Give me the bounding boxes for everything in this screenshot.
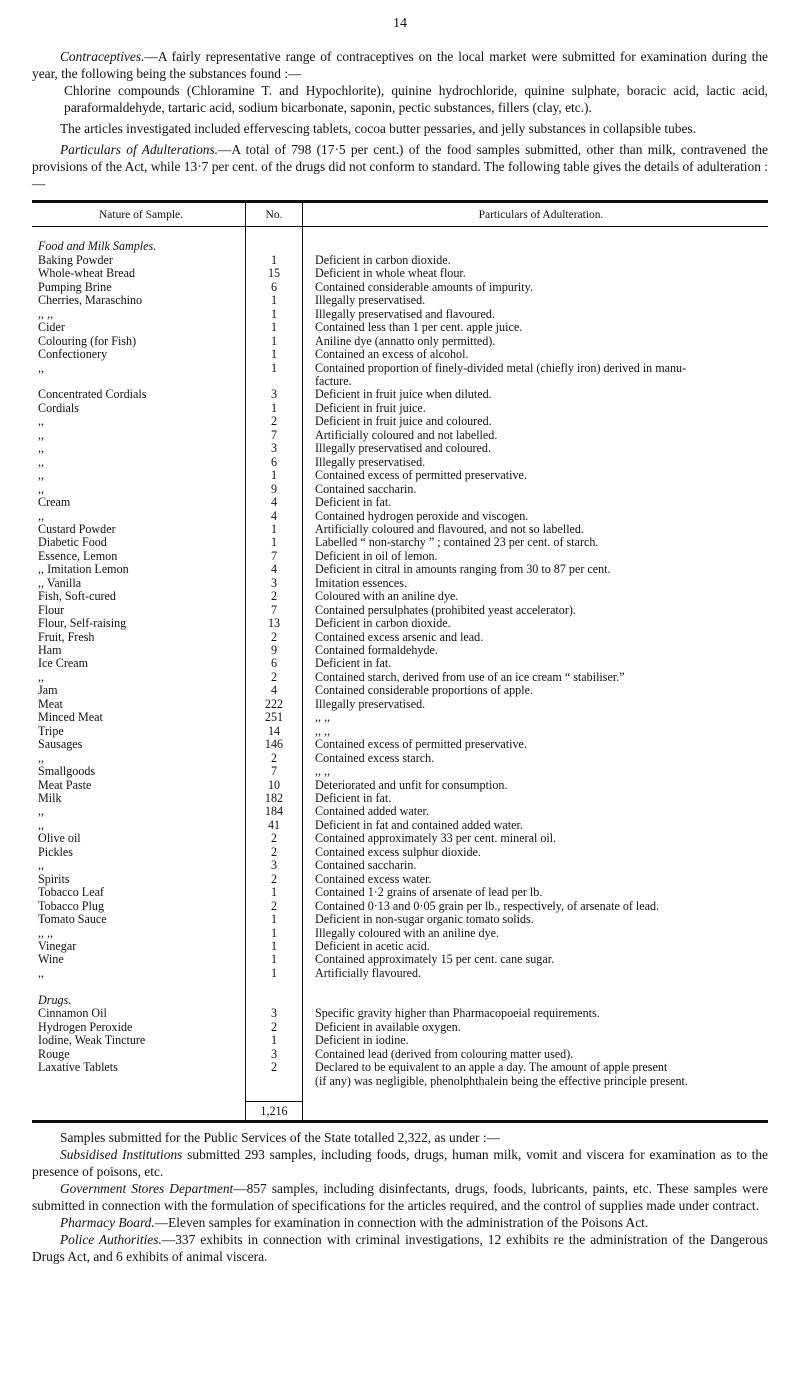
sample-count: 3 [246,442,303,455]
table-row [32,1048,768,1061]
public-services-summary: Samples submitted for the Public Services of the State totalled 2,322, as under :— [60,1130,500,1146]
table-row [32,362,768,375]
sample-name: ,, [38,481,45,496]
sample-count: 2 [246,832,303,845]
drugs-section-label: Drugs. [38,992,72,1007]
table-row [32,886,768,899]
adulteration-detail: Deteriorated and unfit for consumption. [315,777,508,792]
total-row [32,1102,768,1121]
table-row [32,698,768,711]
sample-count: 2 [246,590,303,603]
sample-count: 9 [246,644,303,657]
table-row [32,321,768,334]
sample-count: 3 [246,859,303,872]
adulteration-detail: Specific gravity higher than Pharmacopoeial requirements. [315,1006,600,1021]
sample-name: Cinnamon Oil [38,1006,107,1021]
sample-count: 2 [246,415,303,428]
sample-name: ,, [38,508,45,523]
adulteration-detail: facture. [315,373,352,388]
adulteration-detail: Contained excess of permitted preservative. [315,468,527,483]
adulteration-detail: Aniline dye (annatto only permitted). [315,333,496,348]
table-row [32,940,768,953]
table-row [32,469,768,482]
sample-name: ,, [38,669,45,684]
adulteration-detail: Contained saccharin. [315,858,417,873]
header-no: No. [246,203,303,227]
adulteration-detail: Illegally preservatised. [315,696,426,711]
adulteration-detail: Contained excess water. [315,871,432,886]
adulteration-detail: Contained saccharin. [315,481,417,496]
adulteration-detail: Deficient in fruit juice. [315,400,426,415]
adulteration-detail: Coloured with an aniline dye. [315,589,459,604]
food-section [32,227,768,981]
sample-count: 1 [246,335,303,348]
adulteration-detail: Illegally preservatised. [315,454,426,469]
sample-count: 1 [246,953,303,966]
sample-count: 2 [246,846,303,859]
government-stores-paragraph [32,1180,768,1214]
adulteration-detail: Contained formaldehyde. [315,643,438,658]
sample-name [32,375,246,388]
adulteration-detail: Contained hydrogen peroxide and viscogen. [315,508,529,523]
adulteration-detail: Illegally preservatised and flavoured. [315,306,495,321]
sample-name: Spirits [38,871,70,886]
sample-name: Tomato Sauce [38,912,107,927]
sample-name: ,, [38,965,45,980]
table-row [32,388,768,401]
table-row [32,738,768,751]
subsidised-institutions-text: submitted 293 samples, including foods, drugs, human milk, vomit and viscera for examination as to the presence of poisons, etc. [32,1147,768,1180]
sample-count: 6 [246,456,303,469]
sample-name: Meat [38,696,63,711]
table-row [32,402,768,415]
sample-name: Rouge [38,1046,70,1061]
adulteration-detail: Deficient in fat. [315,656,392,671]
adulteration-detail: Deficient in oil of lemon. [315,548,438,563]
adulteration-detail: Deficient in iodine. [315,1033,409,1048]
adulteration-detail: Contained considerable proportions of apple. [315,683,533,698]
sample-name: Baking Powder [38,252,113,267]
sample-count: 184 [246,805,303,818]
sample-count: 4 [246,510,303,523]
sample-name: Tripe [38,723,64,738]
articles-paragraph: The articles investigated included effervescing tablets, cocoa butter pessaries, and jelly substances in collapsible tubes. [60,121,696,136]
sample-count: 15 [246,267,303,280]
sample-count: 1 [246,886,303,899]
sample-name: Flour, Self-raising [38,616,127,631]
table-row [32,1061,768,1074]
table-row [32,617,768,630]
table-row [32,335,768,348]
sample-name: ,, ,, [38,306,54,321]
table-row [32,967,768,980]
sample-count: 251 [246,711,303,724]
adulteration-detail: Contained excess arsenic and lead. [315,629,484,644]
sample-count: 3 [246,577,303,590]
government-stores-label: Government Stores Department [60,1181,234,1197]
table-row [32,752,768,765]
contraceptives-heading: Contraceptives. [60,49,145,64]
sample-name: Laxative Tablets [38,1060,118,1075]
sample-count: 1 [246,1034,303,1047]
sample-name: ,, Imitation Lemon [38,562,129,577]
sample-name: Vinegar [38,939,77,953]
sample-name: Whole-wheat Bread [38,266,136,281]
table-row [32,415,768,428]
table-row [32,348,768,361]
sample-count: 7 [246,765,303,778]
table-row [32,590,768,603]
table-row [32,873,768,886]
sample-name: ,, [38,468,45,483]
table-row [32,711,768,724]
adulteration-detail: Deficient in fat. [315,495,392,510]
sample-count [246,375,303,388]
adulteration-detail: Illegally preservatised. [315,293,426,308]
table-row [32,684,768,697]
adulteration-detail: Illegally coloured with an aniline dye. [315,925,500,940]
table-row [32,832,768,845]
table-row [32,657,768,670]
police-authorities-text: —337 exhibits in connection with criminal investigations, 12 exhibits re the administration of the Dangerous Drugs Act, and 6 exhibits of animal viscera. [32,1232,769,1265]
adulteration-detail: Contained an excess of alcohol. [315,347,469,362]
contraceptives-paragraph [32,48,768,82]
table-row [32,913,768,926]
table-row [32,779,768,792]
sample-count: 1 [246,362,303,375]
sample-count: 2 [246,873,303,886]
sample-name: Confectionery [38,347,108,362]
adulteration-detail: ,, ,, [315,710,331,725]
adulteration-detail: Contained considerable amounts of impurity. [315,279,533,294]
sample-count: 1 [246,536,303,549]
adulteration-detail: Imitation essences. [315,575,408,590]
sample-count: 13 [246,617,303,630]
sample-name: Tobacco Plug [38,898,104,913]
sample-name: ,, [38,454,45,469]
adulteration-detail: (if any) was negligible, phenolphthalein being the effective principle present. [315,1073,688,1088]
sample-count: 1 [246,308,303,321]
sample-count: 4 [246,563,303,576]
food-section-label: Food and Milk Samples. [38,239,157,254]
sample-count: 7 [246,429,303,442]
table-row [32,281,768,294]
subsidised-institutions-label: Subsidised Institutions [60,1147,183,1163]
sample-count: 6 [246,657,303,670]
table-row [32,510,768,523]
sample-count: 3 [246,388,303,401]
sample-name: Ice Cream [38,656,89,671]
table-row [32,859,768,872]
sample-name: Concentrated Cordials [38,387,147,402]
sample-name: ,, Vanilla [38,575,82,590]
adulteration-detail: Deficient in non-sugar organic tomato solids. [315,912,534,927]
sample-name: Diabetic Food [38,535,107,550]
sample-name: Hydrogen Peroxide [38,1019,133,1034]
adulteration-detail: Contained less than 1 per cent. apple juice. [315,320,523,335]
food-section-label-row [32,240,768,253]
adulteration-detail: ,, ,, [315,723,331,738]
header-particulars: Particulars of Adulteration. [303,203,769,227]
substances-list: Chlorine compounds (Chloramine T. and Hypochlorite), quinine hydrochloride, quinine sulphate, boracic acid, lactic acid, paraformaldehyde, tartaric acid, sodium bicarbonate, saponin, pectic substances, fillers (clay, etc.). [64,83,768,115]
adulteration-detail: Contained approximately 33 per cent. mineral oil. [315,831,557,846]
table-row [32,1034,768,1047]
table-row [32,1075,768,1088]
police-authorities-paragraph [32,1231,768,1265]
adulteration-detail: Contained excess starch. [315,750,435,765]
table-row [32,644,768,657]
sample-count: 1 [246,348,303,361]
table-row [32,496,768,509]
sample-name: ,, [38,414,45,429]
sample-count: 2 [246,1061,303,1074]
sample-name: Jam [38,683,58,698]
table-bottom-rule [32,1120,768,1123]
sample-name: Custard Powder [38,521,116,536]
adulteration-detail: Deficient in carbon dioxide. [315,252,451,267]
sample-count: 4 [246,684,303,697]
table-row [32,671,768,684]
sample-count: 182 [246,792,303,805]
table-row [32,442,768,455]
pharmacy-board-text: —Eleven samples for examination in connection with the administration of the Poisons Act. [154,1215,649,1231]
sample-name: ,, [38,750,45,765]
page-number: 14 [393,16,407,31]
table-row [32,604,768,617]
adulteration-detail: Illegally preservatised and coloured. [315,441,491,456]
sample-name: Cherries, Maraschino [38,293,143,308]
adulteration-detail: Contained excess sulphur dioxide. [315,844,481,859]
sample-name: Smallgoods [38,764,96,779]
sample-name: Wine [38,952,64,967]
table-row [32,536,768,549]
drugs-section [32,980,768,1088]
sample-count: 10 [246,779,303,792]
sample-name: ,, [38,817,45,832]
sample-count: 1 [246,469,303,482]
sample-name: Olive oil [38,831,81,846]
sample-name: Ham [38,643,62,658]
sample-name: Flour [38,602,65,617]
sample-name: Fish, Soft-cured [38,589,116,604]
adulteration-detail: Contained starch, derived from use of an ice cream “ stabiliser.” [315,669,625,684]
sample-count: 1 [246,523,303,536]
sample-name: Cider [38,320,65,335]
table-row [32,308,768,321]
sample-name: Pickles [38,844,73,859]
adulteration-detail: Declared to be equivalent to an apple a day. The amount of apple present [315,1060,668,1075]
sample-name: Colouring (for Fish) [38,333,137,348]
table-row [32,819,768,832]
adulteration-detail: ,, ,, [315,764,331,779]
table-row [32,523,768,536]
sample-count: 2 [246,671,303,684]
table-header-row [32,203,768,227]
table-row [32,483,768,496]
sample-count: 1 [246,321,303,334]
adulteration-detail: Deficient in available oxygen. [315,1019,461,1034]
header-nature: Nature of Sample. [32,203,246,227]
table-row [32,805,768,818]
sample-name: ,, [38,360,45,375]
sample-count: 2 [246,631,303,644]
sample-name: ,, ,, [38,925,54,940]
police-authorities-label: Police Authorities. [60,1232,162,1248]
adulteration-detail: Deficient in citral in amounts ranging from 30 to 87 per cent. [315,562,611,577]
sample-count: 2 [246,752,303,765]
sample-count: 1 [246,254,303,267]
table-row [32,577,768,590]
table-row [32,725,768,738]
adulteration-detail: Contained proportion of finely-divided metal (chiefly iron) derived in manu- [315,360,687,375]
table-row [32,631,768,644]
adulterations-paragraph [32,141,768,192]
sample-name: Pumping Brine [38,279,112,294]
adulteration-detail: Artificially flavoured. [315,965,422,980]
adulterations-heading: Particulars of Adulterations. [60,142,219,157]
sample-name: ,, [38,858,45,873]
adulteration-detail: Contained lead (derived from colouring matter used). [315,1046,574,1061]
adulterations-text: —A total of 798 (17·5 per cent.) of the food samples submitted, other than milk, contravened the provisions of the Act, while 13·7 per cent. of the drugs did not conform to standard. The following table gives the details of adulteration :— [32,142,768,191]
table-row [32,254,768,267]
adulteration-detail: Contained 1·2 grains of arsenate of lead per lb. [315,885,543,900]
sample-count: 6 [246,281,303,294]
adulteration-detail: Contained added water. [315,804,429,819]
adulteration-detail: Contained excess of permitted preservative. [315,737,527,752]
table-row [32,550,768,563]
table-row [32,563,768,576]
sample-count [246,1075,303,1088]
sample-name: Milk [38,791,62,806]
adulteration-detail: Deficient in fat. [315,791,392,806]
adulteration-detail: Artificially coloured and not labelled. [315,427,498,442]
pharmacy-board-paragraph [32,1214,768,1231]
sample-count: 1 [246,927,303,940]
sample-name: Sausages [38,737,83,752]
sample-count: 41 [246,819,303,832]
adulteration-detail: Deficient in whole wheat flour. [315,266,466,281]
sample-name: ,, [38,441,45,456]
sample-count: 14 [246,725,303,738]
sample-count: 146 [246,738,303,751]
sample-count: 1 [246,913,303,926]
table-row [32,765,768,778]
sample-count: 1 [246,967,303,980]
sample-name: Tobacco Leaf [38,885,104,900]
sample-name: Minced Meat [38,710,103,725]
adulteration-detail: Artificially coloured and flavoured, and not so labelled. [315,521,584,536]
sample-count: 2 [246,900,303,913]
sample-name: Meat Paste [38,777,92,792]
table-row [32,375,768,388]
sample-name: Essence, Lemon [38,548,118,563]
sample-name: ,, [38,427,45,442]
table-row [32,294,768,307]
sample-count: 2 [246,1021,303,1034]
table-row [32,792,768,805]
table-row [32,953,768,966]
sample-count: 222 [246,698,303,711]
table-row [32,1021,768,1034]
sample-name: Iodine, Weak Tincture [38,1033,146,1048]
adulteration-table [32,203,768,1120]
adulteration-detail: Deficient in fat and contained added water. [315,817,523,832]
sample-count: 1 [246,940,303,953]
adulteration-detail: Contained 0·13 and 0·05 grain per lb., respectively, of arsenate of lead. [315,898,660,913]
table-row [32,900,768,913]
sample-name [32,1075,246,1088]
contraceptives-text: —A fairly representative range of contraceptives on the local market were submitted for examination during the year, the following being the substances found :— [32,49,768,81]
adulteration-detail: Deficient in fruit juice and coloured. [315,414,492,429]
adulteration-detail: Deficient in fruit juice when diluted. [315,387,492,402]
table-row [32,1007,768,1020]
sample-count: 1 [246,294,303,307]
sample-count: 9 [246,483,303,496]
adulteration-detail: Contained approximately 15 per cent. cane sugar. [315,952,555,967]
table-row [32,267,768,280]
government-stores-text: —857 samples, including disinfectants, drugs, foods, lubricants, paints, etc. These samples were submitted in connection with the formulation of specifications for the articles required, and the control of supplies made under contract. [32,1181,768,1214]
total-value: 1,216 [246,1102,303,1121]
sample-count: 7 [246,604,303,617]
adulteration-detail: Deficient in carbon dioxide. [315,616,451,631]
sample-name: Cordials [38,400,79,415]
drugs-section-label-row [32,994,768,1007]
table-row [32,429,768,442]
adulteration-detail: Contained persulphates (prohibited yeast accelerator). [315,602,576,617]
table-row [32,927,768,940]
adulteration-detail: Deficient in acetic acid. [315,939,430,953]
subsidised-institutions-paragraph [32,1146,768,1180]
table-row [32,846,768,859]
sample-count: 3 [246,1048,303,1061]
sample-count: 4 [246,496,303,509]
sample-name: Cream [38,495,71,510]
adulteration-detail: Labelled “ non-starchy ” ; contained 23 per cent. of starch. [315,535,599,550]
sample-count: 3 [246,1007,303,1020]
sample-count: 1 [246,402,303,415]
sample-name: Fruit, Fresh [38,629,95,644]
sample-name: ,, [38,804,45,819]
pharmacy-board-label: Pharmacy Board. [60,1215,155,1231]
sample-count: 7 [246,550,303,563]
table-row [32,456,768,469]
